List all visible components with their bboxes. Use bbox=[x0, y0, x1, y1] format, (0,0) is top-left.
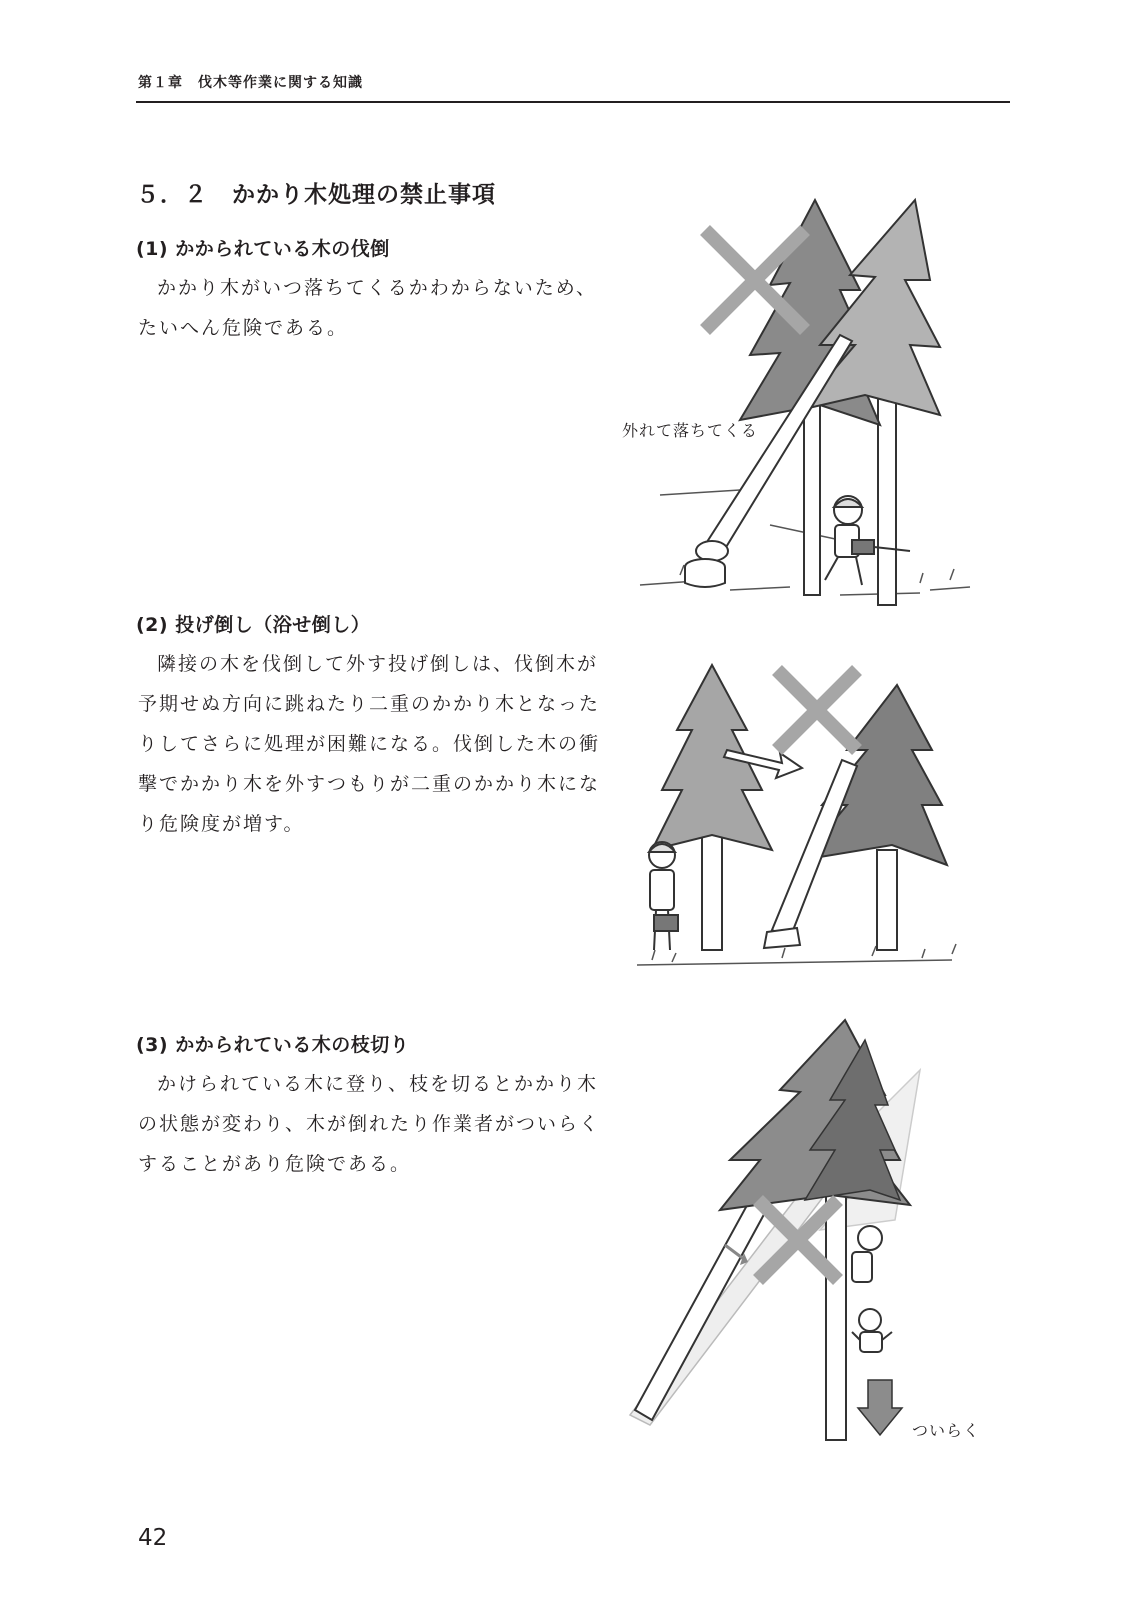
section-title: ５．２ かかり木処理の禁止事項 bbox=[136, 182, 496, 208]
illustration-throw-down bbox=[632, 660, 972, 990]
item-3-title: (3) かかられている木の枝切り bbox=[136, 1034, 410, 1056]
item-2-title: (2) 投げ倒し（浴せ倒し） bbox=[136, 614, 371, 636]
item-1-title: (1) かかられている木の伐倒 bbox=[136, 238, 390, 260]
illustration-branch-cutting bbox=[630, 1020, 940, 1450]
fall-arrow-icon bbox=[858, 1380, 902, 1435]
page-number: 42 bbox=[138, 1525, 168, 1551]
worker-figure bbox=[852, 1226, 882, 1282]
header-rule bbox=[136, 101, 1010, 103]
chapter-header: 第１章 伐木等作業に関する知識 bbox=[138, 75, 363, 91]
item-1-body: かかり木がいつ落ちてくるかわからないため、たいへん危険である。 bbox=[138, 277, 598, 339]
item-2-body: 隣接の木を伐倒して外す投げ倒しは、伐倒木が予期せぬ方向に跳ねたり二重のかかり木となったりしてさらに処理が困難になる。伐倒した木の衝撃でかかり木を外すつもりが二重のかかり木になり危険度が増す。 bbox=[138, 653, 601, 835]
item-3-body: かけられている木に登り、枝を切るとかかり木の状態が変わり、木が倒れたり作業者がついらくすることがあり危険である。 bbox=[138, 1073, 601, 1175]
item-1-caption: 外れて落ちてくる bbox=[622, 421, 758, 440]
item-3-caption: ついらく bbox=[912, 1421, 981, 1440]
worker-figure bbox=[825, 496, 910, 585]
worker-figure bbox=[649, 842, 678, 950]
falling-worker-figure bbox=[852, 1309, 892, 1352]
illustration-felling-hung-tree bbox=[620, 195, 1000, 625]
prohibited-x-icon bbox=[777, 670, 857, 750]
